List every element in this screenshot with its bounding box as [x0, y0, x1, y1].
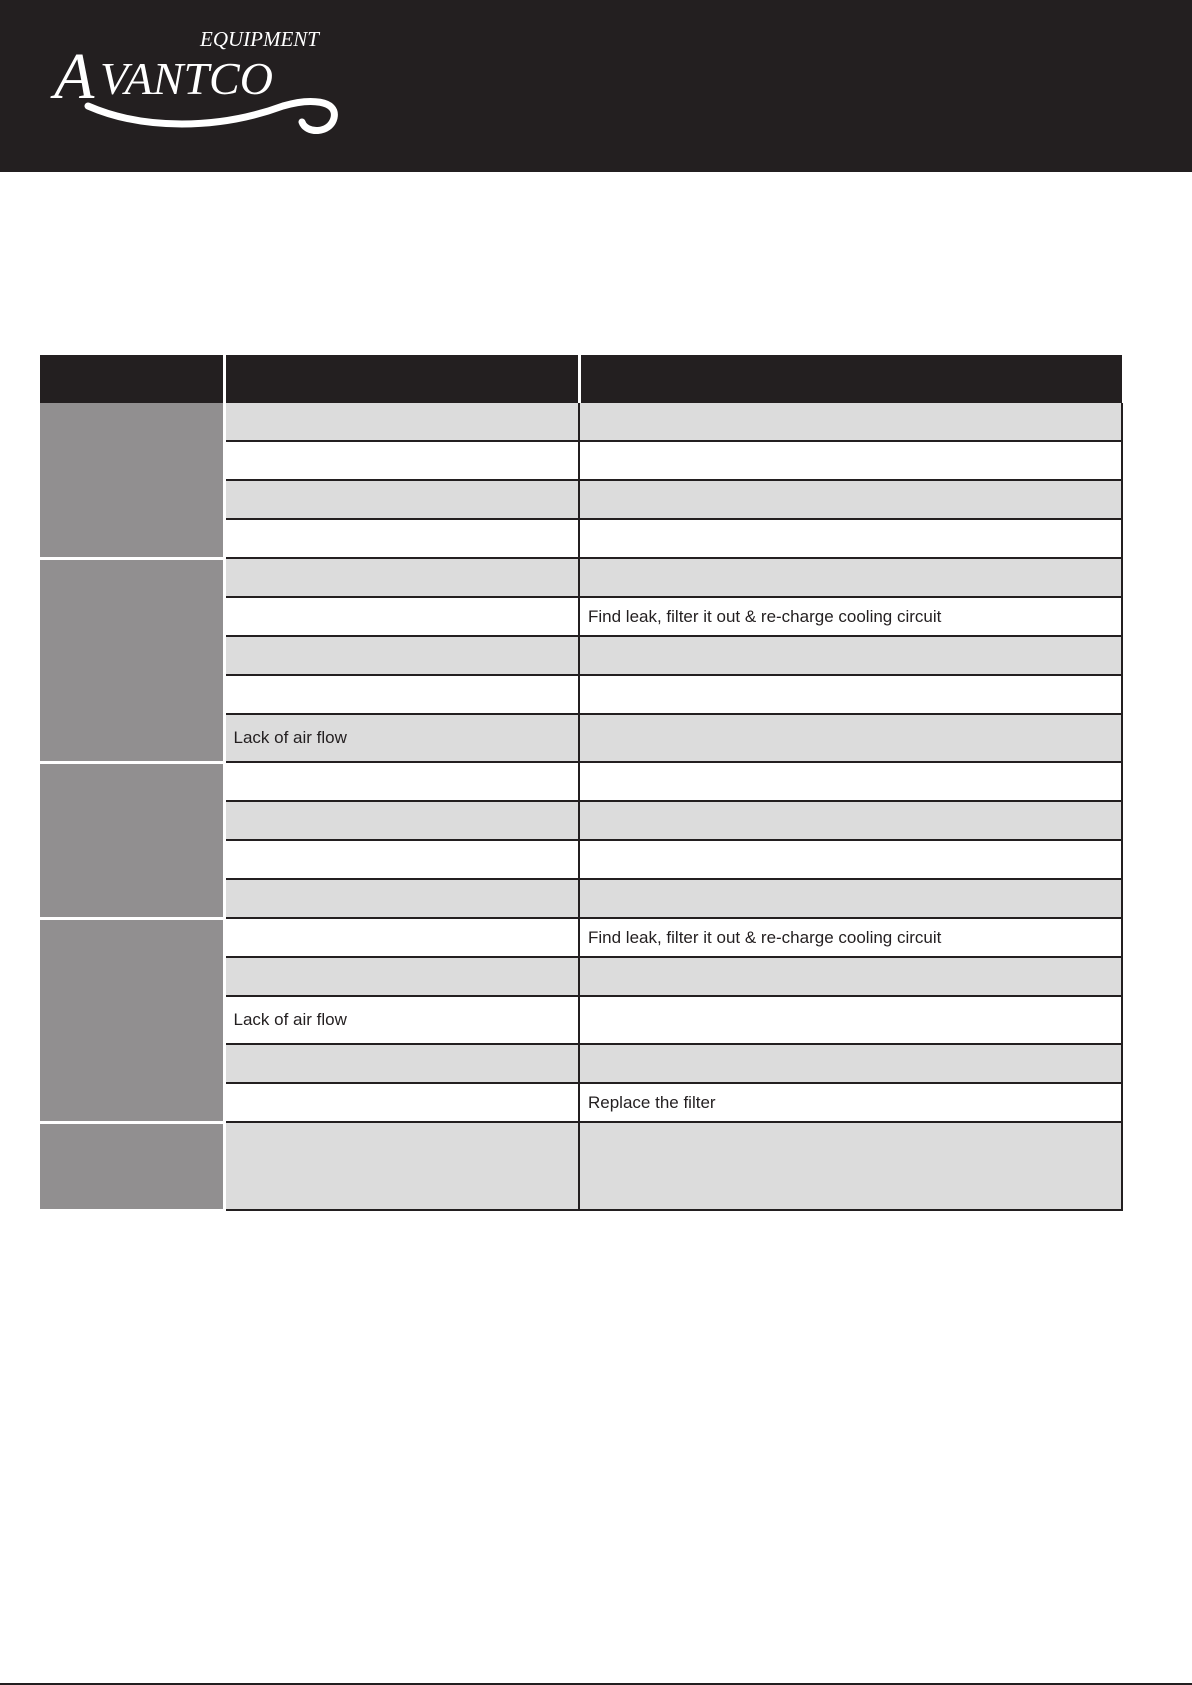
header-problem	[40, 355, 224, 403]
solution-cell: Replace the filter	[579, 1083, 1122, 1122]
table-row	[40, 1122, 1122, 1210]
header-solution	[579, 355, 1122, 403]
cause-cell	[224, 441, 579, 480]
cause-cell	[224, 840, 579, 879]
cause-cell	[224, 480, 579, 519]
solution-cell	[579, 840, 1122, 879]
problem-group-5	[40, 1122, 224, 1210]
solution-cell: Find leak, filter it out & re-charge cooling circuit	[579, 597, 1122, 636]
problem-group-1	[40, 403, 224, 558]
problem-group-4	[40, 918, 224, 1122]
solution-cell	[579, 1044, 1122, 1083]
solution-cell	[579, 996, 1122, 1044]
cause-cell	[224, 762, 579, 801]
cause-cell	[224, 597, 579, 636]
cause-cell	[224, 801, 579, 840]
table-row	[40, 403, 1122, 441]
solution-cell	[579, 714, 1122, 762]
solution-cell	[579, 801, 1122, 840]
table-header-row	[40, 355, 1122, 403]
solution-cell	[579, 441, 1122, 480]
solution-cell	[579, 519, 1122, 558]
cause-cell: Lack of air flow	[224, 996, 579, 1044]
solution-cell	[579, 675, 1122, 714]
cause-cell: Lack of air flow	[224, 714, 579, 762]
cause-cell	[224, 675, 579, 714]
svg-text:VANTCO: VANTCO	[100, 53, 273, 104]
table-row	[40, 762, 1122, 801]
avantco-logo	[48, 22, 348, 142]
solution-cell	[579, 957, 1122, 996]
cause-cell	[224, 636, 579, 675]
svg-text:EQUIPMENT: EQUIPMENT	[200, 27, 319, 51]
solution-cell: Find leak, filter it out & re-charge cooling circuit	[579, 918, 1122, 957]
cause-cell	[224, 1083, 579, 1122]
cause-cell	[224, 403, 579, 441]
header-cause	[224, 355, 579, 403]
table-row	[40, 558, 1122, 597]
cause-cell	[224, 918, 579, 957]
cause-cell	[224, 879, 579, 918]
problem-group-2	[40, 558, 224, 762]
solution-cell	[579, 558, 1122, 597]
cause-cell	[224, 957, 579, 996]
svg-text:A: A	[54, 40, 95, 113]
solution-cell	[579, 480, 1122, 519]
cause-cell	[224, 1044, 579, 1083]
cause-cell	[224, 519, 579, 558]
page-header	[0, 0, 1192, 172]
troubleshooting-table	[40, 355, 1122, 1212]
table-row	[40, 918, 1122, 957]
cause-cell	[224, 1122, 579, 1210]
solution-cell	[579, 762, 1122, 801]
solution-cell	[579, 1122, 1122, 1210]
problem-group-3	[40, 762, 224, 918]
solution-cell	[579, 636, 1122, 675]
cause-cell	[224, 558, 579, 597]
solution-cell	[579, 879, 1122, 918]
solution-cell	[579, 403, 1122, 441]
